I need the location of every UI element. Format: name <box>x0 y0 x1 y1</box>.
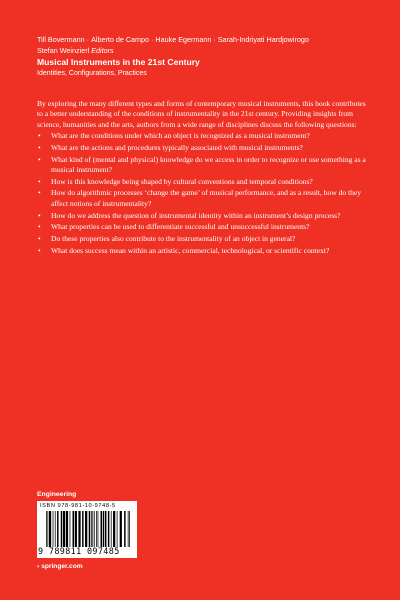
barcode-bar <box>103 511 104 547</box>
description-intro: By exploring the many different types and forms of contemporary musical instruments, this book contributes to a better understanding of the conditions of instrumentality in the 21st century. Providing insights from science, humanities and the arts, authors from a wide range of disciplines discuss the following questions: <box>37 99 366 129</box>
barcode-bar <box>82 511 83 547</box>
isbn-barcode <box>37 501 137 558</box>
bullet-icon: • <box>38 222 41 232</box>
barcode-bar <box>63 511 65 547</box>
question-text: What are the conditions under which an object is recognized as a musical instrument? <box>51 131 310 141</box>
list-item <box>37 234 372 244</box>
bullet-icon: • <box>38 131 41 141</box>
list-item <box>37 222 372 232</box>
barcode-bar <box>113 511 115 547</box>
barcode-bar <box>61 511 62 547</box>
bullet-icon: • <box>38 154 41 164</box>
barcode-bar <box>124 511 125 547</box>
book-description <box>37 99 372 257</box>
question-text: What does success mean within an artistic, commercial, technological, or scientific context? <box>51 245 330 255</box>
barcode-bar <box>70 511 71 547</box>
barcode-bar <box>57 511 58 547</box>
questions-list <box>37 131 372 256</box>
barcode-bar <box>117 511 118 547</box>
list-item <box>37 155 372 176</box>
publisher-url: springer.com <box>41 563 83 570</box>
bullet-icon: • <box>38 210 41 220</box>
barcode-bar <box>49 511 51 547</box>
publisher-link[interactable] <box>37 562 83 571</box>
chevron-right-icon: › <box>37 563 40 570</box>
editor-name: Hauke Egermann <box>155 35 212 44</box>
question-text: How do we address the question of instrumental identity within an instrument’s design process? <box>51 210 341 220</box>
barcode-bar <box>92 511 93 547</box>
barcode-bar <box>55 511 56 547</box>
bullet-icon: • <box>38 233 41 243</box>
barcode-bar <box>108 511 109 547</box>
barcode-bar <box>111 511 112 547</box>
bullet-icon: • <box>38 176 41 186</box>
barcode-bar <box>105 511 106 547</box>
editor-separator: · <box>86 35 90 44</box>
isbn-label: ISBN 978-981-10-9748-5 <box>40 503 116 509</box>
barcode-bars <box>46 511 130 547</box>
book-subtitle: Identities, Configurations, Practices <box>37 70 147 77</box>
editor-separator: · <box>213 35 216 44</box>
barcode-bar <box>89 511 90 547</box>
list-item <box>37 131 372 141</box>
question-text: What properties can be used to differentiate successful and unsuccessful instruments? <box>51 222 310 232</box>
question-text: How is this knowledge being shaped by cultural conventions and temporal conditions? <box>51 176 313 186</box>
barcode-bar <box>94 511 95 547</box>
barcode-bar <box>101 511 102 547</box>
editor-name: Sarah-Indriyati Hardjowirogo <box>217 35 309 44</box>
question-text: What are the actions and procedures typically associated with musical instruments? <box>51 142 303 152</box>
bullet-icon: • <box>38 142 41 152</box>
barcode-bar <box>78 511 80 547</box>
barcode-bar <box>129 511 130 547</box>
barcode-bar <box>91 511 92 547</box>
editor-separator: · <box>151 35 154 44</box>
barcode-bar <box>120 511 122 547</box>
editors-role: Editors <box>91 46 114 55</box>
barcode-bar <box>85 511 87 547</box>
list-item <box>37 188 372 209</box>
book-title: Musical Instruments in the 21st Century <box>37 57 200 67</box>
list-item <box>37 177 372 187</box>
barcode-bar <box>46 511 47 547</box>
barcode-bar <box>73 511 74 547</box>
barcode-bar <box>128 511 129 547</box>
barcode-bar <box>66 511 68 547</box>
editor-name: Till Bovermann <box>37 35 85 44</box>
editor-name: Stefan Weinzierl <box>37 46 90 55</box>
subject-category: Engineering <box>37 491 77 498</box>
barcode-bar <box>75 511 77 547</box>
barcode-bar <box>53 511 54 547</box>
ean-digits: 9 789811 097485 <box>38 546 120 556</box>
question-text: Do these properties also contribute to the instrumentality of an object in general? <box>51 233 296 243</box>
question-text: How do algorithmic processes ‘change the game’ of musical performance, and as a result, how do they affect notions of instrumentality? <box>51 188 362 208</box>
list-item <box>37 143 372 153</box>
list-item <box>37 246 372 256</box>
bullet-icon: • <box>38 188 41 198</box>
list-item <box>37 211 372 221</box>
editors-line <box>37 34 367 56</box>
barcode-bar <box>47 511 48 547</box>
barcode-bar <box>98 511 99 547</box>
question-text: What kind of (mental and physical) knowledge do we access in order to recognize or use something as a musical instrument? <box>51 154 366 175</box>
bullet-icon: • <box>38 245 41 255</box>
editor-name: Alberto de Campo <box>91 35 150 44</box>
barcode-bar <box>96 511 97 547</box>
